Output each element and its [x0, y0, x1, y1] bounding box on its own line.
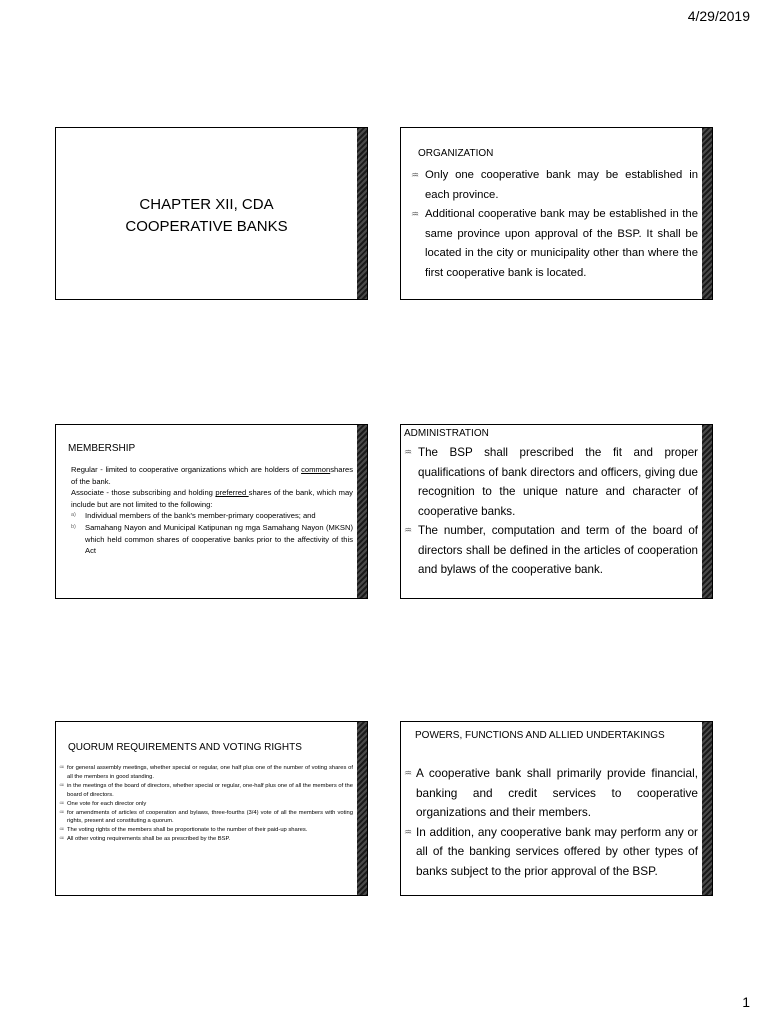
list-item: ♒ All other voting requirements shall be as prescribed by the BSP.	[59, 836, 231, 843]
slide-heading: MEMBERSHIP	[68, 443, 136, 454]
list-item: ♒ A cooperative bank shall primarily provide financial, banking and credit services to cooperative organizations and their members.	[404, 766, 698, 819]
bullet-icon: ♒	[59, 765, 65, 771]
bullet-icon: ♒	[411, 209, 420, 219]
bullet-icon: ♒	[59, 809, 65, 816]
list-item: ♒ in the meetings of the board of directors, whether special or regular, one-half plus one of all the members of the board of directors.	[59, 782, 353, 798]
bullet-icon: ♒	[59, 827, 65, 834]
list-item: a) Individual members of the bank's member-primary cooperatives; and	[71, 511, 316, 521]
bullet-icon: ♒	[404, 826, 413, 837]
list-item: ♒ The BSP shall prescribed the fit and proper qualifications of bank directors and officers, giving due recognition to the unique nature and character of cooperative banks.	[404, 443, 698, 521]
regular-definition: Regular - limited to cooperative organizations which are holders of commonshares of the bank.	[71, 465, 353, 486]
bullet-list	[59, 764, 353, 844]
list-item: ♒ The voting rights of the members shall be proportionate to the number of their paid-up shares.	[59, 827, 308, 834]
bullet-icon: ♒	[59, 800, 65, 807]
list-item: ♒ The number, computation and term of the board of directors shall be defined in the articles of cooperation and bylaws of the cooperative bank.	[404, 521, 698, 580]
title-line-2: COOPERATIVE BANKS	[125, 218, 288, 235]
list-item: b) Samahang Nayon and Municipal Katipunan ng mga Samahang Nayon (MKSN) which held common shares of cooperative banks prior to the affectivity of this Act	[71, 522, 353, 556]
bullet-icon: ♒	[411, 170, 420, 180]
list-item: ♒ One vote for each director only	[59, 800, 147, 807]
bullet-icon: ♒	[404, 447, 413, 457]
slide-powers-functions	[400, 721, 713, 896]
slide-title-text	[56, 194, 357, 238]
bullet-icon: ♒	[59, 836, 65, 843]
bullet-list	[404, 443, 698, 580]
list-item: ♒ In addition, any cooperative bank may perform any or all of the banking services offered by other types of banks subject to the prior approval of the BSP.	[404, 824, 698, 878]
associate-definition: Associate - those subscribing and holding preferred shares of the bank, which may include but are not limited to the following:	[71, 488, 353, 509]
bullet-icon: ♒	[404, 768, 413, 778]
slide-body	[71, 464, 353, 557]
bullet-list	[411, 166, 698, 283]
slide-heading: POWERS, FUNCTIONS AND ALLIED UNDERTAKINGS	[415, 730, 665, 741]
slide-heading: ORGANIZATION	[418, 148, 494, 159]
bullet-list	[404, 764, 698, 881]
slide-quorum	[55, 721, 368, 896]
associate-list	[71, 510, 353, 556]
slide-heading: QUORUM REQUIREMENTS AND VOTING RIGHTS	[68, 742, 302, 753]
list-item: ♒ Only one cooperative bank may be established in each province.	[411, 166, 698, 205]
list-item: ♒ Additional cooperative bank may be established in the same province upon approval of the BSP. It shall be located in the city or municipality other than where the first cooperative bank is located.	[411, 205, 698, 283]
bullet-icon: ♒	[404, 525, 413, 535]
slide-administration	[400, 424, 713, 599]
title-line-1: CHAPTER XII, CDA	[139, 196, 274, 213]
print-date: 4/29/2019	[687, 8, 750, 24]
bullet-icon: ♒	[59, 782, 65, 789]
slide-title	[55, 127, 368, 300]
slide-membership	[55, 424, 368, 599]
list-item: ♒ for general assembly meetings, whether special or regular, one half plus one of the number of voting shares of all the members in good standing.	[59, 765, 353, 780]
page-number: 1	[742, 994, 750, 1010]
slide-organization	[400, 127, 713, 300]
slide-heading: ADMINISTRATION	[404, 428, 489, 439]
list-item: ♒ for amendments of articles of cooperation and bylaws, three-fourths (3/4) vote of all the members with voting rights, present and constituting a quorum.	[59, 809, 353, 825]
